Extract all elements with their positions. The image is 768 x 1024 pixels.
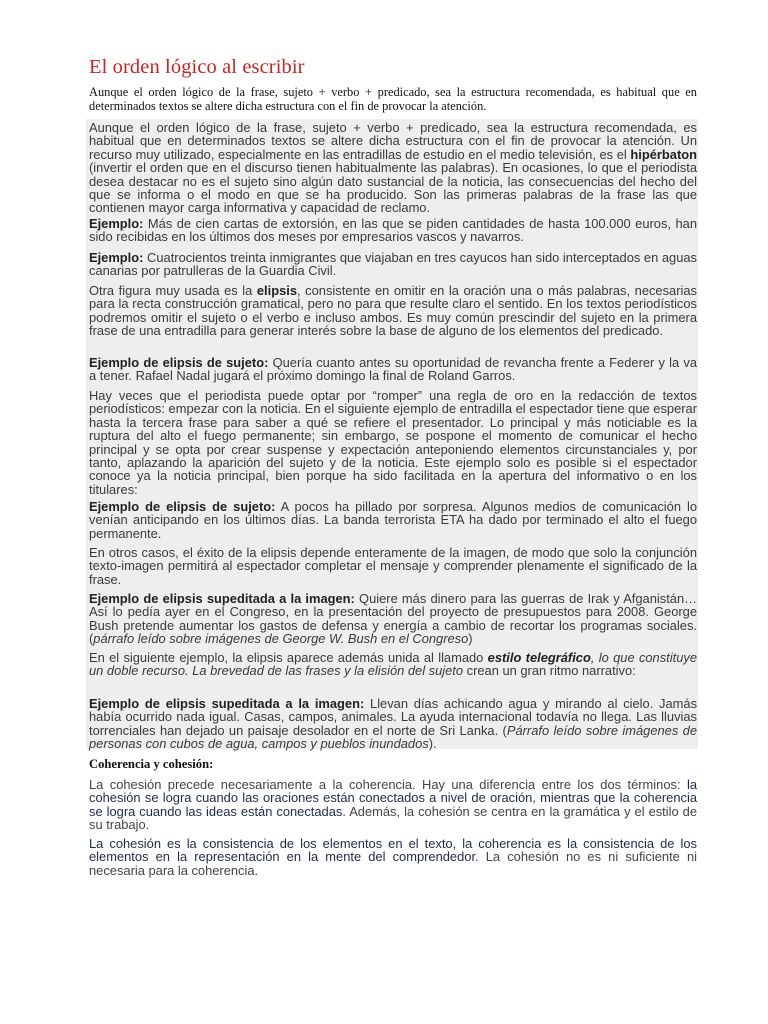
paragraph-cohesion-1: La cohesión precede necesariamente a la coherencia. Hay una diferencia entre los dos términos: la cohesión se logra cuando las oraciones están conectados a nivel de oración, mientras que la coherencia se logra cuando las ideas están conectadas. Además, la cohesión se centra en la gramática y el estilo de su trabajo.: [89, 777, 697, 833]
example-label: Ejemplo de elipsis de sujeto:: [89, 499, 276, 514]
example-4: Ejemplo de elipsis de sujeto: A pocos ha pillado por sorpresa. Algunos medios de comunicación lo venían anticipando en los últimos días. La banda terrorista ETA ha dado por terminado el alto el fuego permanente.: [89, 499, 697, 541]
example-1: Ejemplo: Más de cien cartas de extorsión, en las que se piden cantidades de hasta 100.000 euros, han sido recibidas en los últimos dos meses por empresarios vascos y navarros.: [89, 216, 697, 245]
paragraph-hiperbaton: Aunque el orden lógico de la frase, sujeto + verbo + predicado, sea la estructura recomendada, es habitual que en determinados textos se altere dicha estructura con el fin de provocar la atención. Un recurso muy utilizado, especialmente en las entradillas de estudio en el medio televisión, es el hipérbaton (invertir el orden que en el discurso tienen habitualmente las palabras). En ocasiones, lo que el periodista desea destacar no es el sujeto sino algún dato sustancial de la noticia, las consecuencias del hecho del que se informa o el modo en que se ha producido. Son las primeras palabras de la frase las que contienen mayor carga informativa y capacidad de reclamo.: [89, 120, 697, 216]
paragraph-imagen: En otros casos, el éxito de la elipsis depende enteramente de la imagen, de modo que solo la conjunción texto-imagen permitirá al espectador completar el mensaje y comprender plenamente el significado de la frase.: [89, 545, 697, 587]
example-label: Ejemplo de elipsis de sujeto:: [89, 355, 269, 370]
term-estilo-telegrafico: estilo telegráfico: [487, 650, 591, 665]
intro-paragraph: Aunque el orden lógico de la frase, sujeto + verbo + predicado, sea la estructura recomendada, es habitual que en determinados textos se altere dicha estructura con el fin de provocar la atención.: [89, 85, 697, 113]
example-label: Ejemplo:: [89, 216, 144, 231]
paragraph-cohesion-2: La cohesión es la consistencia de los elementos en el texto, la coherencia es la consistencia de los elementos en la representación en la mente del comprendedor. La cohesión no es ni suficiente ni necesaria para la coherencia.: [89, 836, 697, 878]
page-title: El orden lógico al escribir: [89, 56, 305, 78]
section-heading: Coherencia y cohesión:: [89, 757, 214, 771]
term-hiperbaton: hipérbaton: [630, 146, 697, 162]
example-label: Ejemplo de elipsis supeditada a la imagen:: [89, 591, 355, 606]
example-3: Ejemplo de elipsis de sujeto: Quería cuanto antes su oportunidad de revancha frente a Federer y la va a tener. Rafael Nadal jugará el próximo domingo la final de Roland Garros.: [89, 355, 697, 384]
example-5: Ejemplo de elipsis supeditada a la imagen: Quiere más dinero para las guerras de Irak y Afganistán… Así lo pedía ayer en el Congreso, en la presentación del proyecto de presupuestos para 2008. George Bush pretende aumentar los gastos de defensa y energía a cambio de recortar los programas sociales. (párrafo leído sobre imágenes de George W. Bush en el Congreso): [89, 591, 698, 647]
example-2: Ejemplo: Cuatrocientos treinta inmigrantes que viajaban en tres cayucos han sido interceptados en aguas canarias por patrulleras de la Guardia Civil.: [89, 250, 697, 279]
example-label: Ejemplo:: [89, 250, 144, 265]
paragraph-telegrafico: En el siguiente ejemplo, la elipsis aparece además unida al llamado estilo telegráfico, lo que constituye un doble recurso. La brevedad de las frases y la elisión del sujeto crean un gran ritmo narrativo:: [89, 650, 697, 679]
paragraph-elipsis: Otra figura muy usada es la elipsis, consistente en omitir en la oración una o más palabras, necesarias para la recta construcción gramatical, pero no para que resulte claro el sentido. En los textos periodísticos podremos omitir el sujeto o el verbo e incluso ambos. Es muy común prescindir del sujeto en la primera frase de una entradilla para generar interés sobre la base de alguno de los elementos del predicado.: [89, 283, 697, 339]
example-6: Ejemplo de elipsis supeditada a la imagen: Llevan días achicando agua y mirando al cielo. Jamás había ocurrido nada igual. Casas, campos, animales. La ayuda internacional todavía no llega. Las lluvias torrenciales han dejado un paisaje desolador en el norte de Sri Lanka. (Párrafo leído sobre imágenes de personas con cubos de agua, campos y pueblos inundados).: [89, 696, 698, 752]
example-label: Ejemplo de elipsis supeditada a la imagen:: [89, 696, 365, 711]
paragraph-romper: Hay veces que el periodista puede optar por “romper” una regla de oro en la redacción de textos periodísticos: empezar con la noticia. En el siguiente ejemplo de entradilla el espectador tiene que esperar hasta la tercera frase para saber a qué se refiere el presentador. Lo principal y más noticiable es la ruptura del alto el fuego permanente; sin embargo, se pospone el momento de comunicar el hecho principal y se opta por crear suspense y expectación anteponiendo elementos circunstanciales y, por tanto, aplazando la aparición del sujeto y de la noticia. Este ejemplo solo es posible si el espectador conoce ya la noticia principal, bien porque ha sido facilitada en la apertura del informativo o en los titulares:: [89, 388, 697, 497]
term-elipsis: elipsis: [256, 283, 298, 298]
